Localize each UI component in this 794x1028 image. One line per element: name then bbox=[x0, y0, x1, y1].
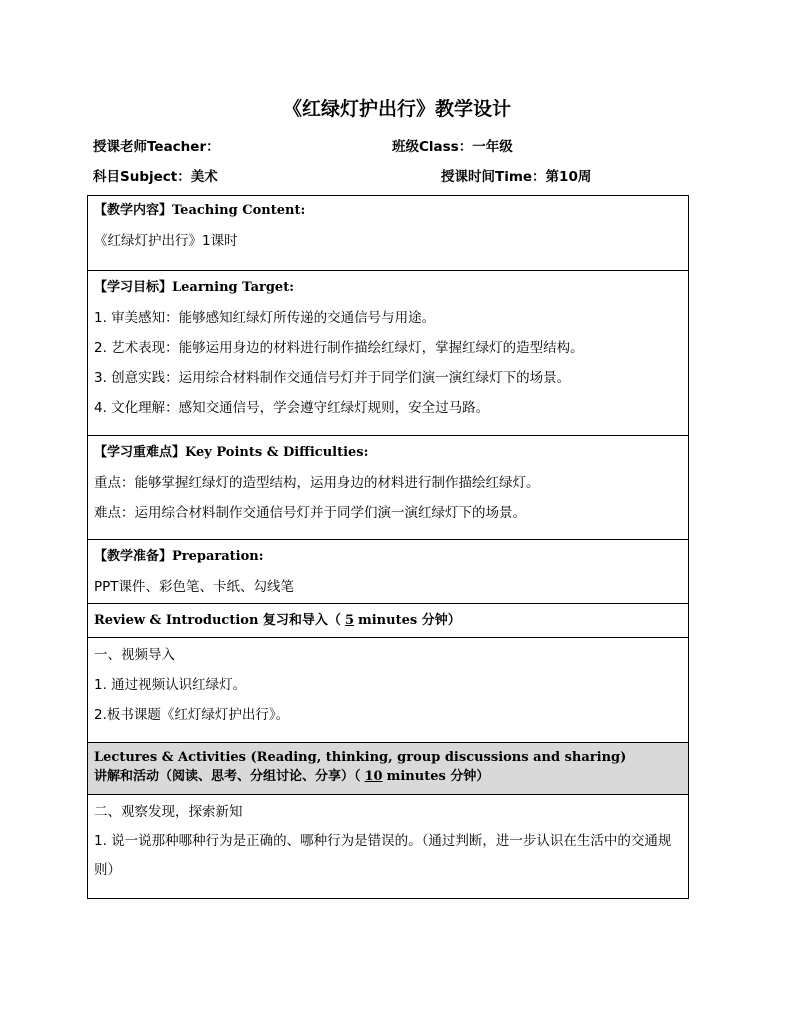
list-item: 二、观察发现，探索新知 bbox=[94, 804, 243, 820]
section-key-points bbox=[88, 435, 688, 539]
prep-line: PPT课件、彩色笔、卡纸、勾线笔 bbox=[94, 579, 295, 595]
list-item: 一、视频导入 bbox=[94, 647, 175, 663]
list-item: 1. 通过视频认识红绿灯。 bbox=[94, 677, 247, 693]
class-field: 班级Class：一年级 bbox=[392, 139, 513, 155]
section-heading: 【教学准备】Preparation: bbox=[94, 549, 264, 564]
lesson-plan-table bbox=[87, 195, 689, 899]
review-heading: Review & Introduction 复习和导入（ 5 minutes 分钟） bbox=[94, 613, 461, 628]
subject-field: 科目Subject：美术 bbox=[93, 169, 218, 185]
lectures-heading-en: Lectures & Activities (Reading, thinking, group discussions and sharing) bbox=[94, 750, 627, 765]
section-preparation bbox=[88, 539, 688, 603]
page-title: 《红绿灯护出行》教学设计 bbox=[282, 98, 511, 120]
list-item: 2. 艺术表现：能够运用身边的材料进行制作描绘红绿灯，掌握红绿灯的造型结构。 bbox=[94, 340, 584, 356]
list-item: 1. 审美感知：能够感知红绿灯所传递的交通信号与用途。 bbox=[94, 310, 436, 326]
list-item: 重点：能够掌握红绿灯的造型结构，运用身边的材料进行制作描绘红绿灯。 bbox=[94, 475, 540, 491]
section-heading: 【学习目标】Learning Target: bbox=[94, 280, 295, 295]
section-lectures-header bbox=[88, 742, 688, 794]
section-observe bbox=[88, 794, 688, 898]
section-teaching-content bbox=[88, 196, 688, 270]
section-review-header bbox=[88, 603, 688, 637]
list-item: 3. 创意实践：运用综合材料制作交通信号灯并于同学们演一演红绿灯下的场景。 bbox=[94, 370, 571, 386]
review-minutes: 5 bbox=[344, 613, 354, 628]
section-introduction bbox=[88, 637, 688, 742]
lectures-minutes: 10 bbox=[364, 769, 383, 784]
list-item: 4. 文化理解：感知交通信号，学会遵守红绿灯规则，安全过马路。 bbox=[94, 400, 490, 416]
list-item: 1. 说一说那种哪种行为是正确的、哪种行为是错误的。（通过判断，进一步认识在生活中的交通规则） bbox=[94, 833, 672, 878]
lectures-heading-zh: 讲解和活动（阅读、思考、分组讨论、分享）（ 10 minutes 分钟） bbox=[94, 769, 490, 784]
time-field: 授课时间Time：第10周 bbox=[441, 169, 592, 185]
content-line: 《红绿灯护出行》1课时 bbox=[94, 233, 238, 249]
list-item: 难点：运用综合材料制作交通信号灯并于同学们演一演红绿灯下的场景。 bbox=[94, 505, 526, 521]
section-heading: 【教学内容】Teaching Content: bbox=[94, 203, 306, 218]
teacher-field: 授课老师Teacher： bbox=[93, 139, 220, 155]
section-learning-target bbox=[88, 270, 688, 435]
section-heading: 【学习重难点】Key Points & Difficulties: bbox=[94, 445, 369, 460]
list-item: 2.板书课题《红灯绿灯护出行》。 bbox=[94, 707, 290, 723]
